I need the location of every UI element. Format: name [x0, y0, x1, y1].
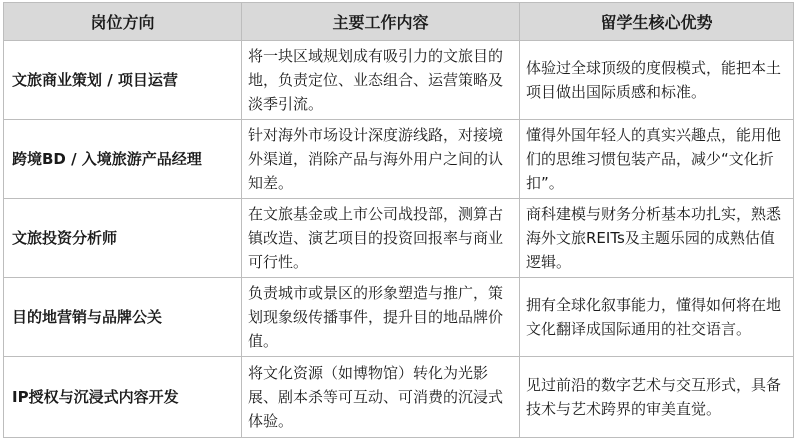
table-row — [4, 199, 794, 278]
work-cell: 在文旅基金或上市公司战投部，测算古镇改造、演艺项目的投资回报率与商业可行性。 — [242, 199, 520, 278]
advantage-cell: 见过前沿的数字艺术与交互形式，具备技术与艺术跨界的审美直觉。 — [520, 357, 794, 438]
table-header — [4, 3, 794, 41]
table-row — [4, 41, 794, 120]
table-row — [4, 357, 794, 438]
work-cell: 将一块区域规划成有吸引力的文旅目的地，负责定位、业态组合、运营策略及淡季引流。 — [242, 41, 520, 120]
role-cell: 文旅商业策划 / 项目运营 — [4, 41, 242, 120]
header-advantage: 留学生核心优势 — [520, 3, 794, 41]
table-row — [4, 120, 794, 199]
table-row — [4, 278, 794, 357]
role-cell: 文旅投资分析师 — [4, 199, 242, 278]
table-body — [4, 41, 794, 438]
work-cell: 针对海外市场设计深度游线路，对接境外渠道，消除产品与海外用户之间的认知差。 — [242, 120, 520, 199]
career-table-container — [0, 2, 796, 447]
advantage-cell: 懂得外国年轻人的真实兴趣点，能用他们的思维习惯包装产品，减少“文化折扣”。 — [520, 120, 794, 199]
career-table — [3, 2, 794, 438]
work-cell: 负责城市或景区的形象塑造与推广，策划现象级传播事件，提升目的地品牌价值。 — [242, 278, 520, 357]
role-cell: 目的地营销与品牌公关 — [4, 278, 242, 357]
header-role: 岗位方向 — [4, 3, 242, 41]
work-cell: 将文化资源（如博物馆）转化为光影展、剧本杀等可互动、可消费的沉浸式体验。 — [242, 357, 520, 438]
header-work: 主要工作内容 — [242, 3, 520, 41]
header-row — [4, 3, 794, 41]
role-cell: IP授权与沉浸式内容开发 — [4, 357, 242, 438]
advantage-cell: 体验过全球顶级的度假模式，能把本土项目做出国际质感和标准。 — [520, 41, 794, 120]
advantage-cell: 商科建模与财务分析基本功扎实，熟悉海外文旅REITs及主题乐园的成熟估值逻辑。 — [520, 199, 794, 278]
advantage-cell: 拥有全球化叙事能力，懂得如何将在地文化翻译成国际通用的社交语言。 — [520, 278, 794, 357]
role-cell: 跨境BD / 入境旅游产品经理 — [4, 120, 242, 199]
